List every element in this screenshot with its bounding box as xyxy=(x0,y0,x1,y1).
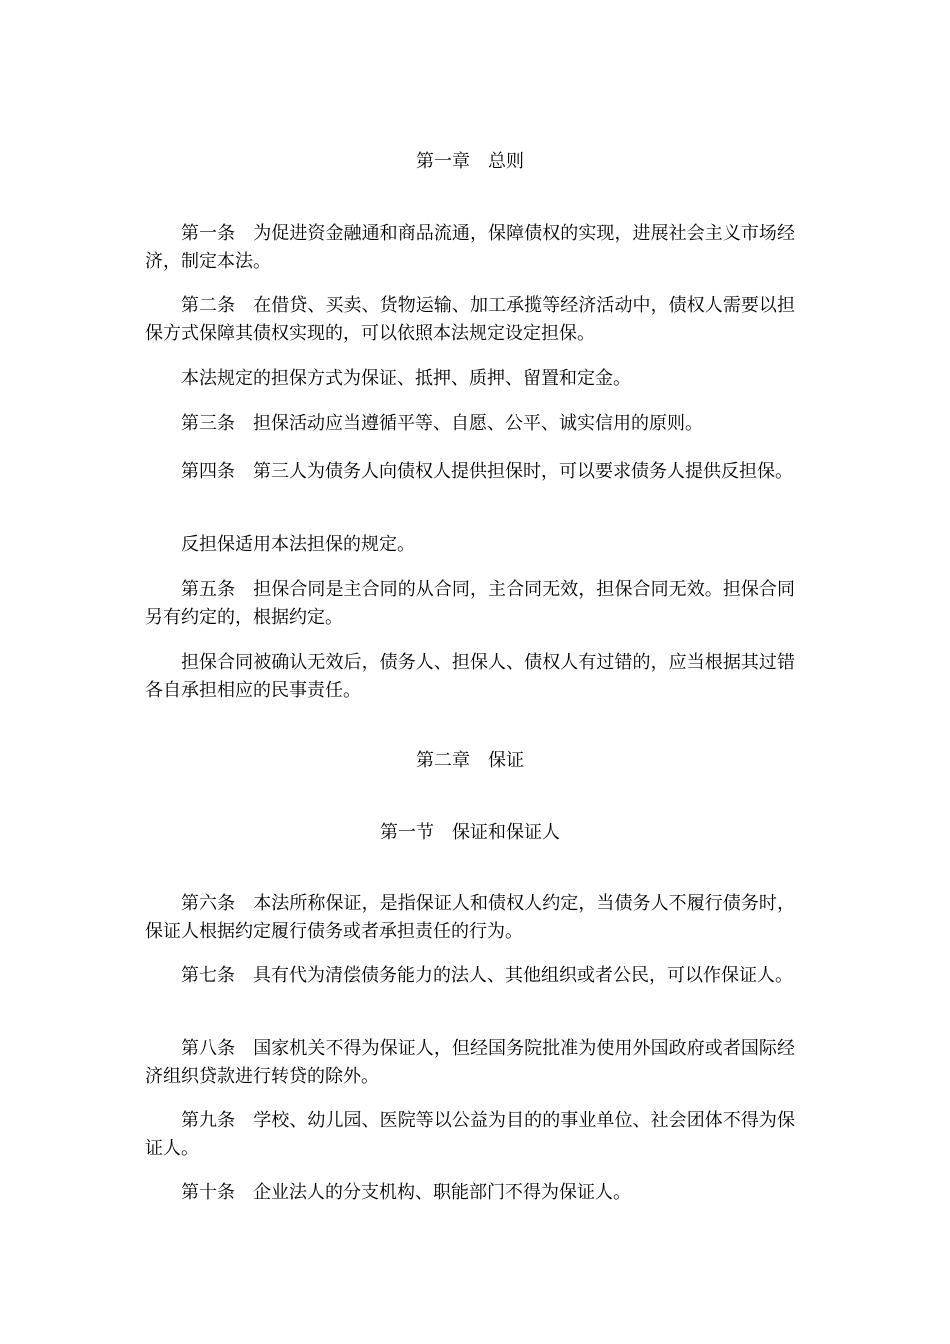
article-2: 第二条 在借贷、买卖、货物运输、加工承揽等经济活动中，债权人需要以担保方式保障其债权实现的，可以依照本法规定设定担保。 xyxy=(145,295,795,344)
section-1-title: 第一节 保证和保证人 xyxy=(380,822,560,843)
article-6: 第六条 本法所称保证，是指保证人和债权人约定，当债务人不履行债务时，保证人根据约定履行债务或者承担责任的行为。 xyxy=(145,893,795,942)
article-1: 第一条 为促进资金融通和商品流通，保障债权的实现，进展社会主义市场经济，制定本法。 xyxy=(145,223,795,272)
chapter-1-title: 第一章 总则 xyxy=(416,151,524,172)
article-7: 第七条 具有代为清偿债务能力的法人、其他组织或者公民，可以作保证人。 xyxy=(181,965,793,986)
article-5: 第五条 担保合同是主合同的从合同，主合同无效，担保合同无效。担保合同另有约定的，根据约定。 xyxy=(145,579,795,628)
chapter-2-title: 第二章 保证 xyxy=(416,750,524,771)
article-2-paragraph-2: 本法规定的担保方式为保证、抵押、质押、留置和定金。 xyxy=(181,368,631,389)
article-3: 第三条 担保活动应当遵循平等、自愿、公平、诚实信用的原则。 xyxy=(181,413,703,434)
article-4-paragraph-2: 反担保适用本法担保的规定。 xyxy=(181,534,415,555)
article-4: 第四条 第三人为债务人向债权人提供担保时，可以要求债务人提供反担保。 xyxy=(181,461,793,482)
article-10: 第十条 企业法人的分支机构、职能部门不得为保证人。 xyxy=(181,1182,631,1203)
article-8: 第八条 国家机关不得为保证人，但经国务院批准为使用外国政府或者国际经济组织贷款进行转贷的除外。 xyxy=(145,1038,795,1087)
article-9: 第九条 学校、幼儿园、医院等以公益为目的的事业单位、社会团体不得为保证人。 xyxy=(145,1110,795,1159)
article-5-paragraph-2: 担保合同被确认无效后，债务人、担保人、债权人有过错的，应当根据其过错各自承担相应的民事责任。 xyxy=(145,652,795,701)
